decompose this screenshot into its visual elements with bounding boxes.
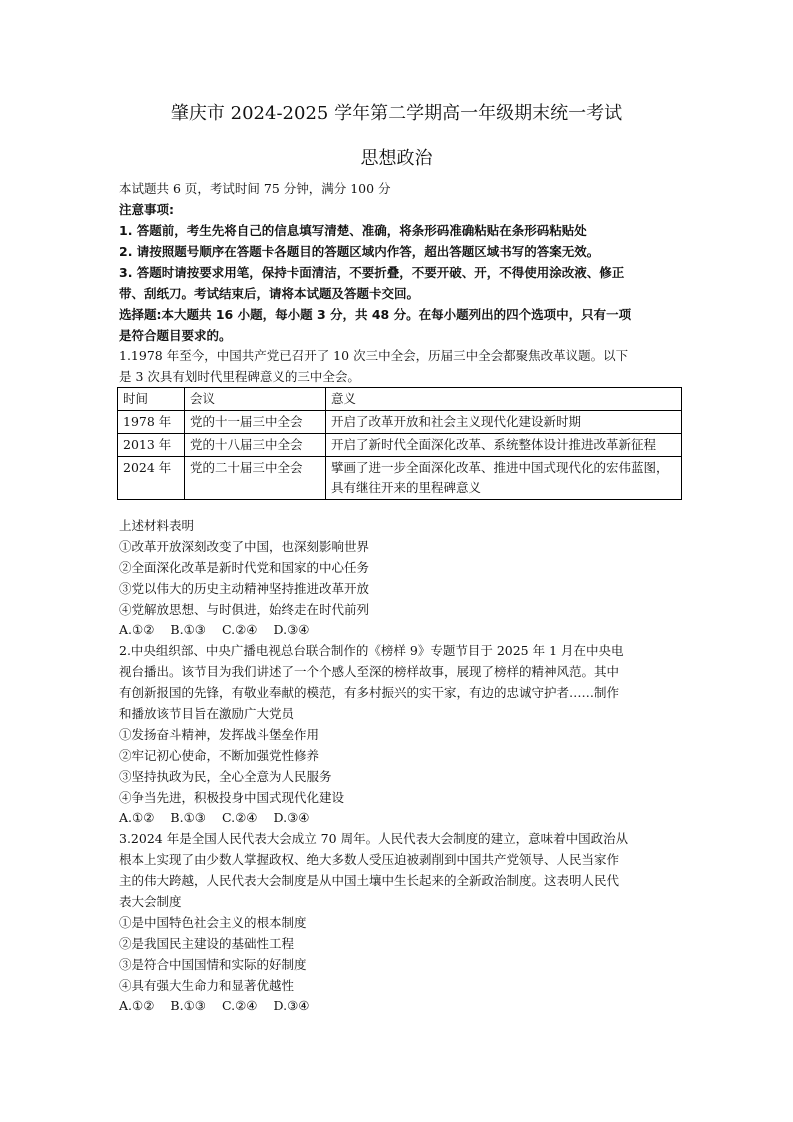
- option-c: C.②④: [222, 810, 258, 825]
- q3-item-3: ③是符合中国国情和实际的好制度: [119, 957, 307, 972]
- q2-item-2: ②牢记初心使命，不断加强党性修养: [119, 748, 320, 763]
- table-cell-year: 2024 年: [118, 457, 185, 500]
- table-cell-year: 1978 年: [118, 411, 185, 434]
- q2-options: [119, 808, 679, 828]
- table-cell-meaning: 开启了新时代全面深化改革、系统整体设计推进改革新征程: [326, 434, 682, 457]
- option-d: D.③④: [273, 622, 310, 637]
- q1-stem-2: 是 3 次具有划时代里程碑意义的三中全会。: [119, 369, 360, 384]
- table-header: 时间: [118, 388, 185, 411]
- option-a: A.①②: [119, 810, 155, 825]
- q3-stem-1: 3.2024 年是全国人民代表大会成立 70 周年。人民代表大会制度的建立，意味着中国政治从: [119, 831, 629, 846]
- q1-item-1: ①改革开放深刻改变了中国，也深刻影响世界: [119, 539, 370, 554]
- option-d: D.③④: [273, 810, 310, 825]
- subject-title: 思想政治: [360, 148, 433, 169]
- table-row: [118, 457, 682, 500]
- q1-lead: 上述材料表明: [119, 518, 195, 533]
- table-cell-meaning: 擘画了进一步全面深化改革、推进中国式现代化的宏伟蓝图，具有继往开来的里程碑意义: [326, 457, 682, 500]
- notice-title: 注意事项:: [119, 202, 174, 217]
- option-b: B.①③: [170, 810, 206, 825]
- q3-stem-4: 表大会制度: [119, 894, 182, 909]
- table-cell-year: 2013 年: [118, 434, 185, 457]
- section-instructions-1: 选择题:本大题共 16 小题，每小题 3 分，共 48 分。在每小题列出的四个选项中，只有一项: [119, 307, 632, 322]
- table-row: [118, 434, 682, 457]
- option-d: D.③④: [273, 998, 310, 1013]
- q2-stem-4: 和播放该节目旨在激励广大党员: [119, 706, 295, 721]
- q2-item-4: ④争当先进，积极投身中国式现代化建设: [119, 790, 345, 805]
- q1-stem-1: 1.1978 年至今，中国共产党已召开了 10 次三中全会，历届三中全会都聚焦改革议题。以下: [119, 348, 629, 363]
- q1-options: [119, 620, 679, 640]
- table-cell-meaning: 开启了改革开放和社会主义现代化建设新时期: [326, 411, 682, 434]
- note-1: 1. 答题前，考生先将自己的信息填写清楚、准确，将条形码准确粘贴在条形码粘贴处: [119, 223, 587, 238]
- table-cell-meeting: 党的十一届三中全会: [185, 411, 326, 434]
- exam-info: 本试题共 6 页，考试时间 75 分钟，满分 100 分: [119, 181, 391, 196]
- option-b: B.①③: [170, 998, 206, 1013]
- table-cell-meeting: 党的十八届三中全会: [185, 434, 326, 457]
- q3-stem-3: 主的伟大跨越，人民代表大会制度是从中国土壤中生长起来的全新政治制度。这表明人民代: [119, 873, 620, 888]
- q3-stem-2: 根本上实现了由少数人掌握政权、绝大多数人受压迫被剥削到中国共产党领导、人民当家作: [119, 852, 620, 867]
- q2-item-1: ①发扬奋斗精神，发挥战斗堡垒作用: [119, 727, 320, 742]
- q2-stem-3: 有创新报国的先锋，有敬业奉献的模范，有多村振兴的实干家，有边的忠诚守护者……制作: [119, 685, 620, 700]
- note-2: 2. 请按照题号顺序在答题卡各题目的答题区域内作答，超出答题区域书写的答案无效。: [119, 244, 600, 259]
- q1-table: [117, 387, 682, 500]
- q3-item-4: ④具有强大生命力和显著优越性: [119, 978, 295, 993]
- exam-title: 肇庆市 2024-2025 学年第二学期高一年级期末统一考试: [170, 103, 623, 124]
- section-instructions-2: 是符合题目要求的。: [119, 328, 232, 343]
- q2-stem-1: 2.中央组织部、中央广播电视总台联合制作的《榜样 9》专题节目于 2025 年 1 月在中央电: [119, 643, 624, 658]
- q2-stem-2: 视台播出。该节目为我们讲述了一个个感人至深的榜样故事，展现了榜样的精神风范。其中: [119, 664, 620, 679]
- option-c: C.②④: [222, 622, 258, 637]
- table-header: 意义: [326, 388, 682, 411]
- q3-item-2: ②是我国民主建设的基础性工程: [119, 936, 295, 951]
- option-c: C.②④: [222, 998, 258, 1013]
- option-a: A.①②: [119, 998, 155, 1013]
- q2-item-3: ③坚持执政为民，全心全意为人民服务: [119, 769, 332, 784]
- table-header: 会议: [185, 388, 326, 411]
- table-cell-meeting: 党的二十届三中全会: [185, 457, 326, 500]
- note-3: 3. 答题时请按要求用笔，保持卡面清洁，不要折叠，不要开破、开，不得使用涂改液、修正: [119, 265, 625, 280]
- option-b: B.①③: [170, 622, 206, 637]
- q1-item-2: ②全面深化改革是新时代党和国家的中心任务: [119, 560, 370, 575]
- table-row: [118, 411, 682, 434]
- q1-item-4: ④党解放思想、与时俱进，始终走在时代前列: [119, 602, 370, 617]
- option-a: A.①②: [119, 622, 155, 637]
- note-4: 带、刮纸刀。考试结束后，请将本试题及答题卡交回。: [119, 286, 420, 301]
- q1-item-3: ③党以伟大的历史主动精神坚持推进改革开放: [119, 581, 370, 596]
- q3-item-1: ①是中国特色社会主义的根本制度: [119, 915, 307, 930]
- table-header-row: [118, 388, 682, 411]
- q3-options: [119, 996, 679, 1016]
